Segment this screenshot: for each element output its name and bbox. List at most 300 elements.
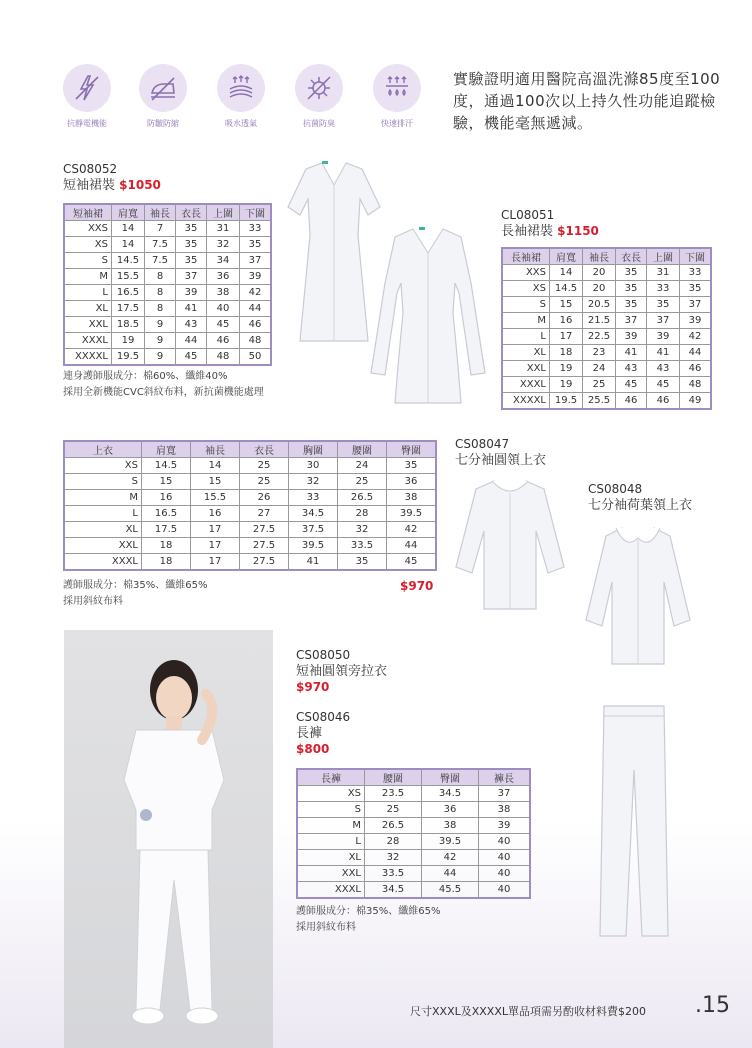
table-row xyxy=(502,345,711,361)
breathable-icon xyxy=(217,64,265,112)
measure-cell: 22.5 xyxy=(583,329,616,345)
measure-cell: 25 xyxy=(240,458,289,474)
measure-cell: 43 xyxy=(616,361,647,377)
size-cell: XS xyxy=(64,237,112,253)
measure-cell: 48 xyxy=(680,377,712,393)
pants-image xyxy=(594,700,674,940)
table-row xyxy=(297,834,530,850)
column-header: 褲長 xyxy=(479,769,531,786)
price: $1150 xyxy=(557,224,599,238)
size-cell: XXXL xyxy=(64,333,112,349)
measure-cell: 19 xyxy=(550,377,583,393)
table-row xyxy=(64,285,271,301)
measure-cell: 27.5 xyxy=(240,522,289,538)
table-row xyxy=(64,301,271,317)
measure-cell: 46 xyxy=(680,361,712,377)
table-row xyxy=(64,522,436,538)
measure-cell: 33 xyxy=(680,265,712,281)
size-cell: XXS xyxy=(64,221,112,237)
measure-cell: 39 xyxy=(616,329,647,345)
size-cell: XXXL xyxy=(502,377,550,393)
measure-cell: 46 xyxy=(207,333,240,349)
measure-cell: 8 xyxy=(145,301,176,317)
measure-cell: 17.5 xyxy=(142,522,191,538)
round-collar-top-image xyxy=(452,475,568,615)
measure-cell: 15.5 xyxy=(112,269,145,285)
measure-cell: 25 xyxy=(338,474,387,490)
measure-cell: 33 xyxy=(289,490,338,506)
measure-cell: 40 xyxy=(479,866,531,882)
measure-cell: 19.5 xyxy=(550,393,583,410)
table-row xyxy=(64,538,436,554)
measure-cell: 15 xyxy=(142,474,191,490)
table-row xyxy=(502,297,711,313)
measure-cell: 46 xyxy=(647,393,680,410)
measure-cell: 40 xyxy=(479,882,531,899)
table-row xyxy=(297,850,530,866)
size-cell: XXXXL xyxy=(64,349,112,366)
measure-cell: 24 xyxy=(583,361,616,377)
measure-cell: 27.5 xyxy=(240,554,289,571)
table-row xyxy=(297,882,530,899)
column-header: 短袖裙 xyxy=(64,204,112,221)
table-row xyxy=(64,458,436,474)
product-cs08046-notes xyxy=(296,904,440,936)
table-row xyxy=(64,333,271,349)
size-cell: XXL xyxy=(64,538,142,554)
product-cs08052-header xyxy=(63,162,161,194)
measure-cell: 24 xyxy=(338,458,387,474)
column-header: 衣長 xyxy=(176,204,207,221)
table-header-row xyxy=(64,204,271,221)
measure-cell: 44 xyxy=(422,866,479,882)
measure-cell: 19 xyxy=(112,333,145,349)
fabric-description: 採用全新機能CVC斜紋布料，新抗菌機能處理 xyxy=(63,387,264,398)
measure-cell: 14.5 xyxy=(550,281,583,297)
product-cs08046-header xyxy=(296,710,350,756)
measure-cell: 17 xyxy=(191,538,240,554)
column-header: 長褲 xyxy=(297,769,365,786)
size-cell: XXS xyxy=(502,265,550,281)
measure-cell: 9 xyxy=(145,317,176,333)
measure-cell: 14 xyxy=(550,265,583,281)
product-cs08047-header xyxy=(455,437,546,469)
tops-notes xyxy=(63,578,207,610)
fabric-composition: 護師服成分：棉35%、纖維65% xyxy=(296,906,441,917)
measure-cell: 37 xyxy=(240,253,272,269)
measure-cell: 21.5 xyxy=(583,313,616,329)
size-cell: XXXXL xyxy=(502,393,550,410)
measure-cell: 41 xyxy=(176,301,207,317)
product-name: 七分袖圓領上衣 xyxy=(455,453,547,468)
measure-cell: 45 xyxy=(207,317,240,333)
size-cell: M xyxy=(502,313,550,329)
measure-cell: 42 xyxy=(387,522,437,538)
size-cell: XL xyxy=(64,522,142,538)
measure-cell: 46 xyxy=(616,393,647,410)
measure-cell: 39.5 xyxy=(422,834,479,850)
size-cell: S xyxy=(502,297,550,313)
measure-cell: 41 xyxy=(647,345,680,361)
product-cl08051-header xyxy=(501,208,599,240)
table-row xyxy=(502,361,711,377)
measure-cell: 35 xyxy=(616,265,647,281)
column-header: 衣長 xyxy=(616,248,647,265)
price: $970 xyxy=(296,680,330,694)
measure-cell: 42 xyxy=(680,329,712,345)
product-cs08052-notes xyxy=(63,369,264,401)
measure-cell: 45 xyxy=(176,349,207,366)
size-cell: L xyxy=(64,506,142,522)
measure-cell: 32 xyxy=(338,522,387,538)
measure-cell: 39.5 xyxy=(387,506,437,522)
measure-cell: 16 xyxy=(550,313,583,329)
measure-cell: 15.5 xyxy=(191,490,240,506)
product-code: CS08046 xyxy=(296,710,351,724)
measure-cell: 37.5 xyxy=(289,522,338,538)
measure-cell: 25.5 xyxy=(583,393,616,410)
feature-quick-dry: 快速排汗 xyxy=(364,64,430,129)
column-header: 腰圍 xyxy=(365,769,422,786)
table-header-row xyxy=(297,769,530,786)
measure-cell: 35 xyxy=(176,253,207,269)
measure-cell: 35 xyxy=(176,237,207,253)
measure-cell: 20 xyxy=(583,281,616,297)
product-name: 七分袖荷葉領上衣 xyxy=(588,498,693,513)
measure-cell: 45.5 xyxy=(422,882,479,899)
measure-cell: 25 xyxy=(583,377,616,393)
measure-cell: 36 xyxy=(207,269,240,285)
measure-cell: 16 xyxy=(142,490,191,506)
table-row xyxy=(502,265,711,281)
measure-cell: 19 xyxy=(550,361,583,377)
size-table-cs08046 xyxy=(296,768,531,899)
table-row xyxy=(297,786,530,802)
measure-cell: 26.5 xyxy=(365,818,422,834)
size-cell: XL xyxy=(502,345,550,361)
table-row xyxy=(64,237,271,253)
measure-cell: 14.5 xyxy=(112,253,145,269)
page-number: .15 xyxy=(695,993,730,1018)
measure-cell: 20 xyxy=(583,265,616,281)
product-name: 長褲 xyxy=(296,726,323,741)
measure-cell: 23 xyxy=(583,345,616,361)
fabric-description: 採用斜紋布料 xyxy=(296,922,356,933)
size-cell: XS xyxy=(297,786,365,802)
measure-cell: 14 xyxy=(191,458,240,474)
table-row xyxy=(502,329,711,345)
feature-antibacterial: 抗菌防臭 xyxy=(286,64,352,129)
table-row xyxy=(297,818,530,834)
table-row xyxy=(64,474,436,490)
measure-cell: 41 xyxy=(289,554,338,571)
column-header: 肩寬 xyxy=(112,204,145,221)
measure-cell: 39 xyxy=(479,818,531,834)
measure-cell: 39 xyxy=(647,329,680,345)
wash-durability-claim: 實驗證明適用醫院高溫洗滌85度至100度，通過100次以上持久性功能追蹤檢驗，機能毫無遞減。 xyxy=(453,70,721,132)
measure-cell: 14 xyxy=(112,221,145,237)
measure-cell: 43 xyxy=(647,361,680,377)
measure-cell: 30 xyxy=(289,458,338,474)
table-row xyxy=(502,281,711,297)
table-row xyxy=(64,269,271,285)
product-code: CS08047 xyxy=(455,437,510,451)
product-code: CS08052 xyxy=(63,162,118,176)
size-table-cs08052 xyxy=(63,203,272,366)
size-cell: M xyxy=(64,490,142,506)
product-cs08050-header xyxy=(296,648,387,694)
measure-cell: 34 xyxy=(207,253,240,269)
table-header-row xyxy=(64,441,436,458)
table-row xyxy=(64,349,271,366)
measure-cell: 26 xyxy=(240,490,289,506)
measure-cell: 37 xyxy=(647,313,680,329)
measure-cell: 18.5 xyxy=(112,317,145,333)
measure-cell: 8 xyxy=(145,285,176,301)
measure-cell: 25 xyxy=(365,802,422,818)
table-row xyxy=(64,253,271,269)
measure-cell: 9 xyxy=(145,349,176,366)
measure-cell: 45 xyxy=(647,377,680,393)
size-cell: XXL xyxy=(502,361,550,377)
table-row xyxy=(64,221,271,237)
measure-cell: 18 xyxy=(142,554,191,571)
size-cell: L xyxy=(297,834,365,850)
measure-cell: 27.5 xyxy=(240,538,289,554)
size-cell: XXXL xyxy=(297,882,365,899)
table-row xyxy=(64,554,436,571)
measure-cell: 45 xyxy=(616,377,647,393)
measure-cell: 35 xyxy=(240,237,272,253)
measure-cell: 27 xyxy=(240,506,289,522)
brand-tag xyxy=(322,161,328,164)
column-header: 長袖裙 xyxy=(502,248,550,265)
price: $1050 xyxy=(119,178,161,192)
measure-cell: 44 xyxy=(680,345,712,361)
size-cell: XS xyxy=(502,281,550,297)
product-name: 短袖圓領旁拉衣 xyxy=(296,664,388,679)
measure-cell: 16 xyxy=(191,506,240,522)
measure-cell: 38 xyxy=(207,285,240,301)
measure-cell: 48 xyxy=(207,349,240,366)
measure-cell: 17 xyxy=(550,329,583,345)
product-name-price: 短袖裙裝 $1050 xyxy=(63,178,161,193)
measure-cell: 35 xyxy=(176,221,207,237)
measure-cell: 28 xyxy=(338,506,387,522)
measure-cell: 20.5 xyxy=(583,297,616,313)
ruffle-collar-top-image xyxy=(582,520,694,670)
tops-price: $970 xyxy=(400,579,434,593)
antibacterial-icon xyxy=(295,64,343,112)
measure-cell: 31 xyxy=(207,221,240,237)
measure-cell: 26.5 xyxy=(338,490,387,506)
measure-cell: 39 xyxy=(680,313,712,329)
measure-cell: 36 xyxy=(422,802,479,818)
measure-cell: 40 xyxy=(479,834,531,850)
model-photo xyxy=(64,630,273,1048)
wrinkle-resistant-icon xyxy=(139,64,187,112)
measure-cell: 37 xyxy=(479,786,531,802)
measure-cell: 35 xyxy=(338,554,387,571)
measure-cell: 39 xyxy=(176,285,207,301)
table-row xyxy=(297,802,530,818)
size-cell: XXL xyxy=(297,866,365,882)
measure-cell: 16.5 xyxy=(112,285,145,301)
column-header: 上圍 xyxy=(647,248,680,265)
measure-cell: 18 xyxy=(142,538,191,554)
measure-cell: 35 xyxy=(616,281,647,297)
size-cell: XL xyxy=(64,301,112,317)
table-row xyxy=(502,313,711,329)
measure-cell: 38 xyxy=(387,490,437,506)
measure-cell: 45 xyxy=(387,554,437,571)
brand-tag xyxy=(419,227,425,230)
measure-cell: 17 xyxy=(191,554,240,571)
table-row xyxy=(297,866,530,882)
measure-cell: 36 xyxy=(387,474,437,490)
measure-cell: 38 xyxy=(479,802,531,818)
measure-cell: 39 xyxy=(240,269,272,285)
table-row xyxy=(64,317,271,333)
table-row xyxy=(64,506,436,522)
fabric-composition: 護師服成分：棉35%、纖維65% xyxy=(63,580,208,591)
size-table-tops xyxy=(63,440,437,571)
measure-cell: 42 xyxy=(422,850,479,866)
size-cell: XS xyxy=(64,458,142,474)
measure-cell: 9 xyxy=(145,333,176,349)
measure-cell: 28 xyxy=(365,834,422,850)
size-cell: XXXL xyxy=(64,554,142,571)
measure-cell: 7 xyxy=(145,221,176,237)
table-header-row xyxy=(502,248,711,265)
measure-cell: 34.5 xyxy=(289,506,338,522)
measure-cell: 40 xyxy=(207,301,240,317)
measure-cell: 44 xyxy=(176,333,207,349)
size-cell: S xyxy=(64,474,142,490)
footer-note: 尺寸XXXL及XXXXL單品項需另酌收材料費$200 xyxy=(410,1005,646,1018)
table-row xyxy=(502,377,711,393)
measure-cell: 42 xyxy=(240,285,272,301)
size-cell: L xyxy=(64,285,112,301)
long-sleeve-dress-image xyxy=(367,223,489,413)
measure-cell: 34.5 xyxy=(422,786,479,802)
measure-cell: 38 xyxy=(422,818,479,834)
size-cell: L xyxy=(502,329,550,345)
measure-cell: 15 xyxy=(191,474,240,490)
fabric-description: 採用斜紋布料 xyxy=(63,596,123,607)
measure-cell: 46 xyxy=(240,317,272,333)
measure-cell: 43 xyxy=(176,317,207,333)
measure-cell: 8 xyxy=(145,269,176,285)
measure-cell: 19.5 xyxy=(112,349,145,366)
column-header: 袖長 xyxy=(145,204,176,221)
measure-cell: 49 xyxy=(680,393,712,410)
measure-cell: 35 xyxy=(680,281,712,297)
measure-cell: 34.5 xyxy=(365,882,422,899)
measure-cell: 39.5 xyxy=(289,538,338,554)
measure-cell: 37 xyxy=(680,297,712,313)
measure-cell: 33.5 xyxy=(365,866,422,882)
fabric-composition: 連身護師服成分：棉60%、纖維40% xyxy=(63,371,228,382)
product-cs08048-header xyxy=(588,482,692,514)
measure-cell: 14.5 xyxy=(142,458,191,474)
measure-cell: 33.5 xyxy=(338,538,387,554)
antistatic-icon xyxy=(63,64,111,112)
column-header: 衣長 xyxy=(240,441,289,458)
table-row xyxy=(502,393,711,410)
measure-cell: 31 xyxy=(647,265,680,281)
column-header: 臀圍 xyxy=(422,769,479,786)
size-cell: M xyxy=(64,269,112,285)
column-header: 肩寬 xyxy=(142,441,191,458)
price: $800 xyxy=(296,742,330,756)
product-code: CL08051 xyxy=(501,208,555,222)
product-name-price: 長袖裙裝 $1150 xyxy=(501,224,599,239)
measure-cell: 23.5 xyxy=(365,786,422,802)
feature-breathable: 吸水透氣 xyxy=(208,64,274,129)
size-cell: XXL xyxy=(64,317,112,333)
column-header: 袖長 xyxy=(191,441,240,458)
table-row xyxy=(64,490,436,506)
measure-cell: 35 xyxy=(616,297,647,313)
measure-cell: 7.5 xyxy=(145,253,176,269)
size-cell: M xyxy=(297,818,365,834)
measure-cell: 17.5 xyxy=(112,301,145,317)
measure-cell: 15 xyxy=(550,297,583,313)
measure-cell: 14 xyxy=(112,237,145,253)
size-cell: S xyxy=(297,802,365,818)
measure-cell: 40 xyxy=(479,850,531,866)
column-header: 上衣 xyxy=(64,441,142,458)
measure-cell: 17 xyxy=(191,522,240,538)
measure-cell: 25 xyxy=(240,474,289,490)
measure-cell: 7.5 xyxy=(145,237,176,253)
column-header: 臀圍 xyxy=(387,441,437,458)
measure-cell: 16.5 xyxy=(142,506,191,522)
product-code: CS08050 xyxy=(296,648,351,662)
column-header: 上圍 xyxy=(207,204,240,221)
measure-cell: 33 xyxy=(240,221,272,237)
measure-cell: 48 xyxy=(240,333,272,349)
product-code: CS08048 xyxy=(588,482,643,496)
column-header: 下圍 xyxy=(680,248,712,265)
feature-antistatic: 抗靜電機能 xyxy=(54,64,120,129)
measure-cell: 35 xyxy=(387,458,437,474)
feature-wrinkle: 防皺防縮 xyxy=(130,64,196,129)
column-header: 胸圍 xyxy=(289,441,338,458)
measure-cell: 41 xyxy=(616,345,647,361)
column-header: 肩寬 xyxy=(550,248,583,265)
measure-cell: 37 xyxy=(176,269,207,285)
measure-cell: 33 xyxy=(647,281,680,297)
measure-cell: 32 xyxy=(289,474,338,490)
measure-cell: 44 xyxy=(240,301,272,317)
measure-cell: 35 xyxy=(647,297,680,313)
measure-cell: 32 xyxy=(207,237,240,253)
column-header: 腰圍 xyxy=(338,441,387,458)
measure-cell: 32 xyxy=(365,850,422,866)
column-header: 下圍 xyxy=(240,204,272,221)
size-table-cl08051 xyxy=(501,247,712,410)
quick-dry-icon xyxy=(373,64,421,112)
measure-cell: 50 xyxy=(240,349,272,366)
size-cell: S xyxy=(64,253,112,269)
measure-cell: 44 xyxy=(387,538,437,554)
measure-cell: 18 xyxy=(550,345,583,361)
column-header: 袖長 xyxy=(583,248,616,265)
measure-cell: 37 xyxy=(616,313,647,329)
size-cell: XL xyxy=(297,850,365,866)
